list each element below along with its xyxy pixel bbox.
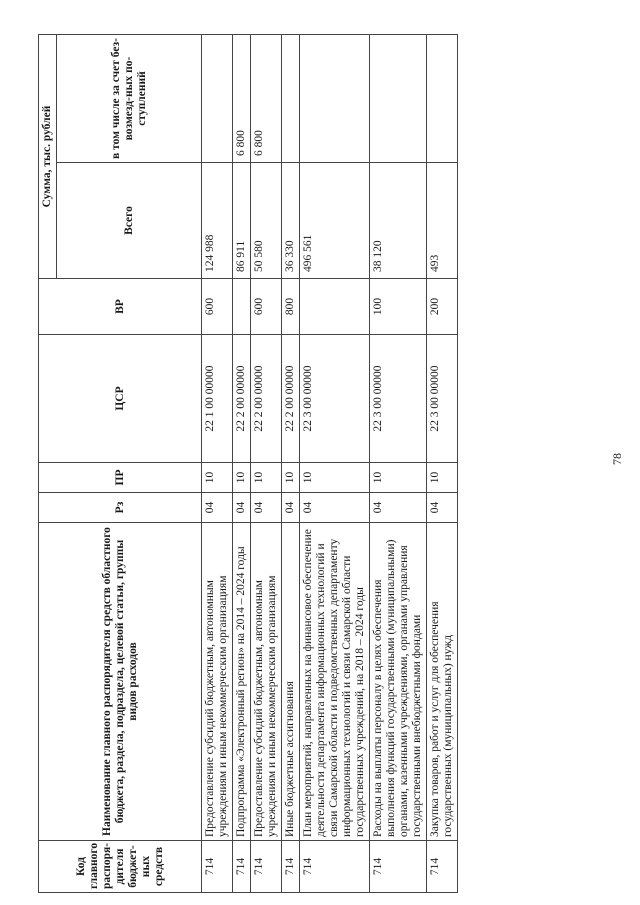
row-code: 714 [202, 841, 233, 893]
row-incl: 6 800 [233, 35, 251, 163]
row-csr: 22 1 00 00000 [202, 335, 233, 463]
header-csr: ЦСР [39, 335, 202, 463]
row-rz: 04 [282, 493, 300, 523]
budget-table [38, 34, 458, 893]
row-incl [202, 35, 233, 163]
header-name: Наименование главного распорядителя средств областного бюджета, раздела, подраздела, целевой статьи, группы видов расходов [39, 523, 202, 841]
row-code: 714 [251, 841, 282, 893]
row-incl [370, 35, 427, 163]
row-name: План мероприятий, направленных на финансовое обеспечение деятельности департамента информационных технологий и связи Самарской области и подведомственных департаменту информационных технологий и связи Самарской области государственных учреждений, на 2018 – 2024 годы [300, 523, 370, 841]
table-row [427, 35, 458, 893]
row-csr: 22 2 00 00000 [282, 335, 300, 463]
row-name: Предоставление субсидий бюджетным, автономным учреждениям и иным некоммерческим организациям [251, 523, 282, 841]
row-vr: 600 [202, 279, 233, 335]
row-pr: 10 [300, 463, 370, 493]
row-total: 36 330 [282, 163, 300, 279]
row-name: Закупка товаров, работ и услуг для обеспечения государственных (муниципальных) нужд [427, 523, 458, 841]
row-total: 493 [427, 163, 458, 279]
row-pr: 10 [251, 463, 282, 493]
header-sum: Сумма, тыс. рублей [39, 35, 57, 279]
row-incl [282, 35, 300, 163]
table-row [370, 35, 427, 893]
header-total: Всего [57, 163, 202, 279]
row-code: 714 [233, 841, 251, 893]
row-rz: 04 [370, 493, 427, 523]
row-rz: 04 [251, 493, 282, 523]
row-csr: 22 2 00 00000 [233, 335, 251, 463]
row-pr: 10 [282, 463, 300, 493]
page-number: 78 [610, 453, 624, 465]
row-pr: 10 [202, 463, 233, 493]
table-row [282, 35, 300, 893]
header-rz: Рз [39, 493, 202, 523]
row-code: 714 [300, 841, 370, 893]
row-csr: 22 3 00 00000 [370, 335, 427, 463]
row-vr: 600 [251, 279, 282, 335]
row-name: Расходы на выплаты персоналу в целях обеспечения выполнения функций государственными (муниципальными) органами, казенными учреждениями, органами управления государственными внебюджетными фондами [370, 523, 427, 841]
row-total: 50 580 [251, 163, 282, 279]
row-rz: 04 [427, 493, 458, 523]
header-vr: ВР [39, 279, 202, 335]
header-incl: в том числе за счет без-возмезд-ных по-ступлений [57, 35, 202, 163]
header-pr: ПР [39, 463, 202, 493]
row-pr: 10 [233, 463, 251, 493]
row-csr: 22 3 00 00000 [427, 335, 458, 463]
row-name: Подпрограмма «Электронный регион» на 2014 – 2024 годы [233, 523, 251, 841]
row-incl [300, 35, 370, 163]
row-name: Предоставление субсидий бюджетным, автономным учреждениям и иным некоммерческим организациям [202, 523, 233, 841]
row-pr: 10 [427, 463, 458, 493]
row-total: 124 988 [202, 163, 233, 279]
row-csr: 22 2 00 00000 [251, 335, 282, 463]
row-vr: 100 [370, 279, 427, 335]
row-total: 38 120 [370, 163, 427, 279]
row-incl [427, 35, 458, 163]
row-rz: 04 [233, 493, 251, 523]
header-code: Код главного распоря-дителя бюджет-ных средств [39, 841, 202, 893]
row-rz: 04 [300, 493, 370, 523]
row-total: 86 911 [233, 163, 251, 279]
row-rz: 04 [202, 493, 233, 523]
row-code: 714 [427, 841, 458, 893]
row-incl: 6 800 [251, 35, 282, 163]
row-vr [233, 279, 251, 335]
row-vr: 200 [427, 279, 458, 335]
table-body [202, 35, 458, 893]
table-row [202, 35, 233, 893]
row-vr [300, 279, 370, 335]
row-code: 714 [370, 841, 427, 893]
table-row [233, 35, 251, 893]
row-vr: 800 [282, 279, 300, 335]
table-row [251, 35, 282, 893]
row-total: 496 561 [300, 163, 370, 279]
table-row [300, 35, 370, 893]
row-csr: 22 3 00 00000 [300, 335, 370, 463]
row-code: 714 [282, 841, 300, 893]
row-name: Иные бюджетные ассигнования [282, 523, 300, 841]
row-pr: 10 [370, 463, 427, 493]
